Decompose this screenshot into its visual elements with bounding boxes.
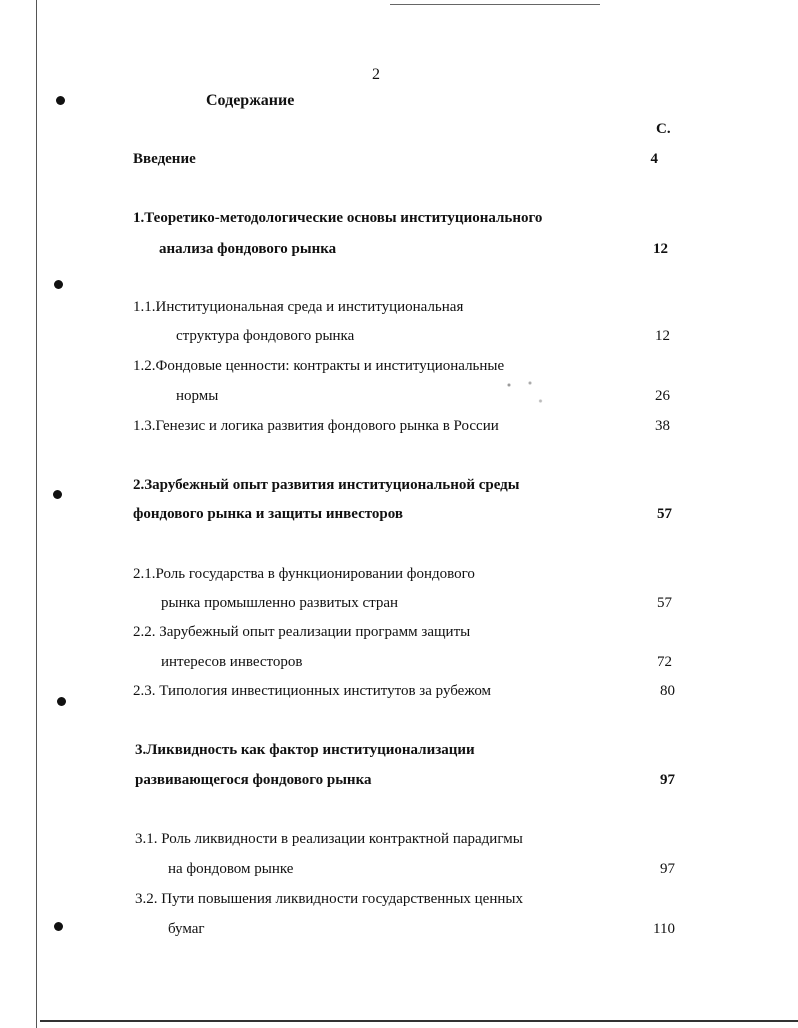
toc-page-1-1: 12 bbox=[655, 328, 670, 344]
toc-chapter-2-line-2: фондового рынка и защиты инвесторов bbox=[133, 506, 403, 522]
scan-left-edge bbox=[36, 0, 37, 1028]
punch-hole bbox=[56, 96, 65, 105]
toc-page-2-3: 80 bbox=[660, 683, 675, 699]
punch-hole bbox=[54, 280, 63, 289]
punch-hole bbox=[54, 922, 63, 931]
page-column-label: С. bbox=[656, 121, 671, 137]
toc-chapter-1-line-1: 1.Теоретико-методологические основы институционального bbox=[133, 210, 543, 226]
toc-page-2-2: 72 bbox=[657, 654, 672, 670]
toc-section-1-2-line-1: 1.2.Фондовые ценности: контракты и институциональные bbox=[133, 358, 505, 374]
toc-title: Содержание bbox=[206, 92, 295, 109]
toc-page-2-1: 57 bbox=[657, 595, 672, 611]
toc-page-chapter-1: 12 bbox=[653, 241, 668, 257]
toc-section-1-1-line-1: 1.1.Институциональная среда и институциональная bbox=[133, 299, 464, 315]
toc-chapter-3-line-1: 3.Ликвидность как фактор институционализации bbox=[135, 742, 475, 758]
toc-section-2-1-line-2: рынка промышленно развитых стран bbox=[161, 595, 399, 611]
toc-page-1-2: 26 bbox=[655, 388, 670, 404]
toc-section-2-2-line-2: интересов инвесторов bbox=[161, 654, 303, 670]
toc-section-2-2-line-1: 2.2. Зарубежный опыт реализации программ защиты bbox=[133, 624, 471, 640]
toc-page-3-1: 97 bbox=[660, 861, 675, 877]
toc-entry-intro: Введение bbox=[133, 151, 196, 167]
toc-section-3-1-line-2: на фондовом рынке bbox=[168, 861, 294, 877]
toc-section-3-2-line-2: бумаг bbox=[168, 921, 205, 937]
scan-top-edge bbox=[390, 4, 600, 5]
toc-section-1-1-line-2: структура фондового рынка bbox=[176, 328, 355, 344]
toc-section-1-2-line-2: нормы bbox=[176, 388, 219, 404]
toc-page-intro: 4 bbox=[650, 151, 658, 167]
toc-page-3-2: 110 bbox=[653, 921, 675, 937]
scan-bottom-edge bbox=[40, 1020, 798, 1022]
toc-section-2-3-line-1: 2.3. Типология инвестиционных институтов за рубежом bbox=[133, 683, 492, 699]
toc-section-2-1-line-1: 2.1.Роль государства в функционировании фондового bbox=[133, 566, 475, 582]
page-number: 2 bbox=[372, 66, 380, 83]
toc-section-3-1-line-1: 3.1. Роль ликвидности в реализации контрактной парадигмы bbox=[135, 831, 523, 847]
toc-page-chapter-3: 97 bbox=[660, 772, 675, 788]
toc-chapter-2-line-1: 2.Зарубежный опыт развития институциональной среды bbox=[133, 477, 520, 493]
toc-chapter-3-line-2: развивающегося фондового рынка bbox=[135, 772, 372, 788]
toc-page-1-3: 38 bbox=[655, 418, 670, 434]
punch-hole bbox=[57, 697, 66, 706]
toc-page-chapter-2: 57 bbox=[657, 506, 672, 522]
punch-hole bbox=[53, 490, 62, 499]
toc-section-3-2-line-1: 3.2. Пути повышения ликвидности государственных ценных bbox=[135, 891, 523, 907]
scan-noise bbox=[488, 377, 558, 417]
toc-chapter-1-line-2: анализа фондового рынка bbox=[159, 241, 337, 257]
toc-section-1-3-line-1: 1.3.Генезис и логика развития фондового рынка в России bbox=[133, 418, 499, 434]
